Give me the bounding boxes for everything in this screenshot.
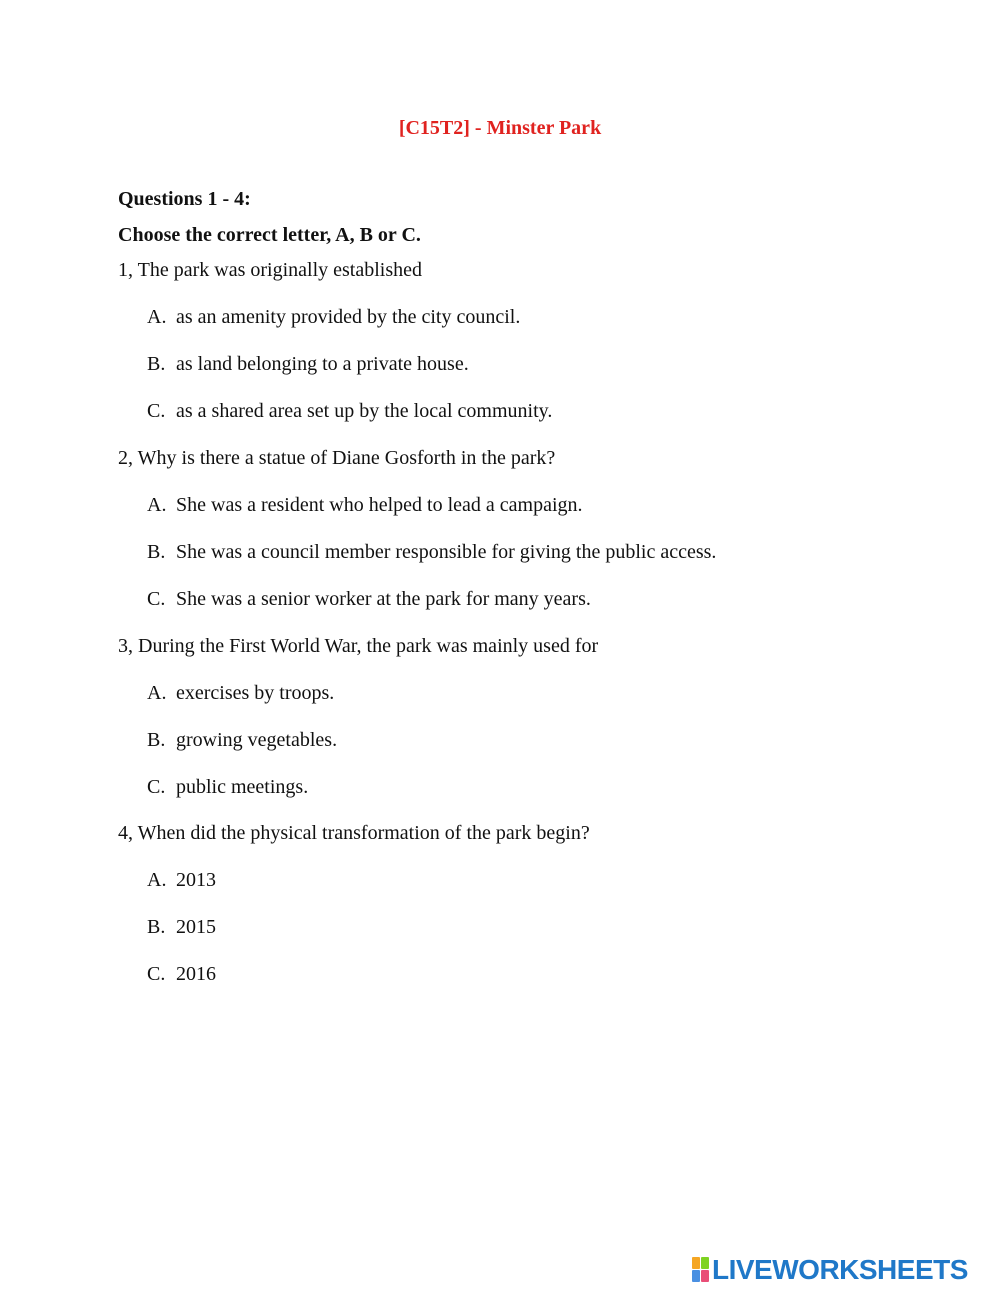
option-letter: A. [147, 494, 167, 516]
option-letter: B. [147, 916, 166, 938]
option-letter: C. [147, 400, 166, 422]
option-letter: C. [147, 588, 166, 610]
option-text: growing vegetables. [176, 729, 338, 751]
question-2-option-a[interactable] [147, 494, 583, 517]
logo-block [692, 1257, 700, 1269]
question-1-text: 1, The park was originally established [118, 259, 423, 281]
option-letter: C. [147, 776, 166, 798]
option-text: as an amenity provided by the city council. [176, 306, 521, 328]
option-text: as land belonging to a private house. [176, 353, 469, 375]
question-4-option-c[interactable] [147, 963, 216, 986]
logo-block [692, 1270, 700, 1282]
question-3-option-a[interactable] [147, 682, 334, 705]
option-letter: B. [147, 729, 166, 751]
question-2-option-b[interactable] [147, 541, 716, 564]
logo-block [701, 1257, 709, 1269]
question-4-option-a[interactable] [147, 869, 216, 892]
option-letter: B. [147, 541, 166, 563]
option-text: as a shared area set up by the local community. [176, 400, 553, 422]
page-title: [C15T2] - Minster Park [398, 117, 602, 139]
question-1-option-a[interactable] [147, 306, 520, 329]
option-text: public meetings. [176, 776, 309, 798]
liveworksheets-logo-icon [692, 1257, 710, 1283]
option-text: She was a resident who helped to lead a campaign. [176, 494, 583, 516]
question-2-option-c[interactable] [147, 588, 591, 611]
section-heading: Questions 1 - 4: [118, 188, 251, 210]
logo-block [701, 1270, 709, 1282]
option-letter: A. [147, 306, 167, 328]
option-text: 2013 [176, 869, 216, 891]
question-1-option-c[interactable] [147, 400, 552, 423]
option-letter: C. [147, 963, 166, 985]
question-1-option-b[interactable] [147, 353, 469, 376]
liveworksheets-brand [692, 1256, 968, 1284]
brand-name: LIVEWORKSHEETS [712, 1254, 968, 1285]
question-3-option-b[interactable] [147, 729, 337, 752]
option-text: exercises by troops. [176, 682, 335, 704]
option-text: 2016 [176, 963, 216, 985]
question-2-text: 2, Why is there a statue of Diane Gosforth in the park? [118, 447, 556, 469]
section-instruction: Choose the correct letter, A, B or C. [118, 224, 421, 246]
question-4-option-b[interactable] [147, 916, 216, 939]
question-3-text: 3, During the First World War, the park was mainly used for [118, 635, 599, 657]
option-letter: B. [147, 353, 166, 375]
option-letter: A. [147, 682, 167, 704]
question-3-option-c[interactable] [147, 776, 308, 799]
option-letter: A. [147, 869, 167, 891]
option-text: 2015 [176, 916, 216, 938]
option-text: She was a senior worker at the park for many years. [176, 588, 591, 610]
question-4-text: 4, When did the physical transformation of the park begin? [118, 822, 590, 844]
option-text: She was a council member responsible for giving the public access. [176, 541, 717, 563]
